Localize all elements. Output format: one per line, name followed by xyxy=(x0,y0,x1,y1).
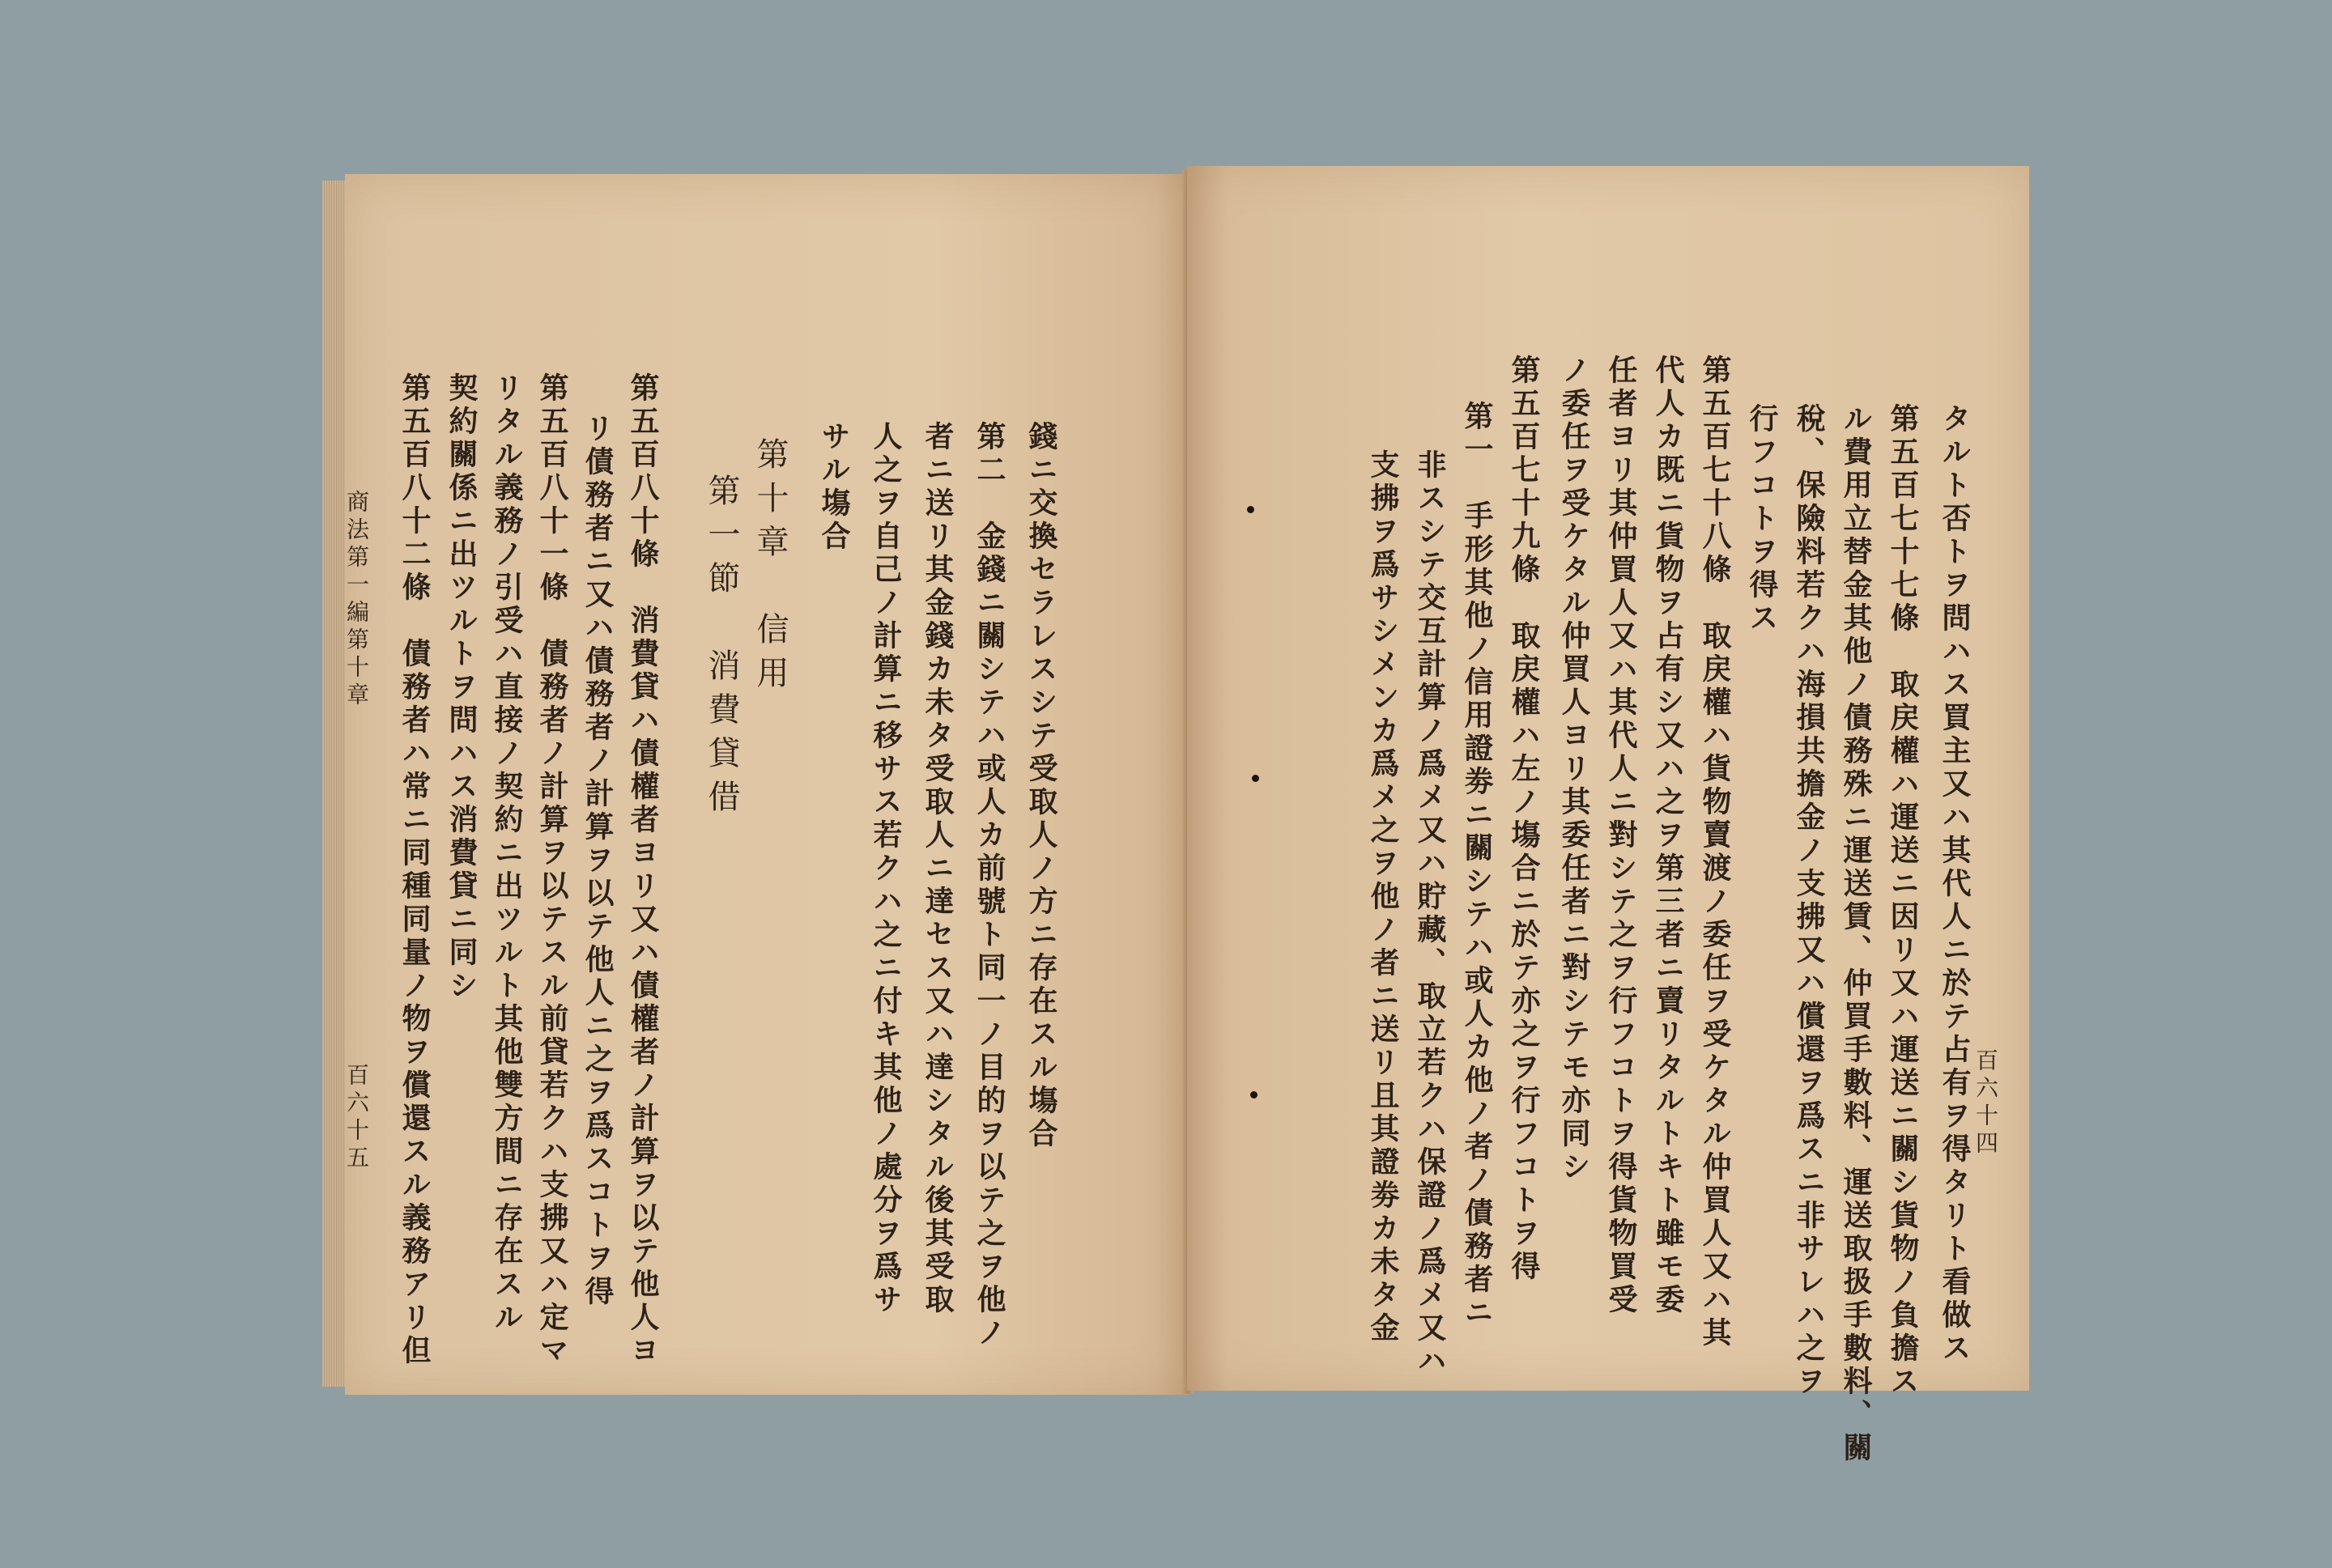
article-582-line-1: 第五百八十二條 債務者ハ常ニ同種同量ノ物ヲ償還スル義務アリ但 xyxy=(398,372,432,1368)
section-heading: 第一節 消費貸借 xyxy=(703,474,740,823)
article-581-line-3: 契約關係ニ出ツルトヲ問ハス消費貸ニ同シ xyxy=(445,372,479,1003)
left-text-column-4: 人之ヲ自己ノ計算ニ移サス若クハ之ニ付キ其他ノ處分ヲ爲サ xyxy=(869,421,903,1317)
article-580-line-1: 第五百八十條 消費貸ハ債權者ヨリ又ハ債權者ノ計算ヲ以テ他人ヨ xyxy=(626,372,660,1368)
binding-hole xyxy=(1247,506,1254,513)
right-text-column-12: 非スシテ交互計算ノ爲メ又ハ貯藏、取立若クハ保證ノ爲メ又ハ xyxy=(1413,449,1447,1379)
right-text-column-10: 第五百七十九條 取戻權ハ左ノ塲合ニ於テ亦之ヲ行フコトヲ得 xyxy=(1507,355,1541,1284)
right-text-column-2: 第五百七十七條 取戻權ハ運送ニ因リ又ハ運送ニ關シ貨物ノ負擔ス xyxy=(1886,403,1920,1399)
right-text-column-11: 第一 手形其他ノ信用證劵ニ關シテハ或人カ他ノ者ノ債務者ニ xyxy=(1460,401,1494,1330)
article-581-line-1: 第五百八十一條 債務者ノ計算ヲ以テスル前貸若クハ支拂又ハ定マ xyxy=(535,372,569,1368)
right-text-column-13: 支拂ヲ爲サシメンカ爲メ之ヲ他ノ者ニ送リ且其證劵カ未タ金 xyxy=(1366,449,1400,1345)
page-edges xyxy=(322,181,347,1387)
right-text-column-4: 稅、保險料若クハ海損共擔金ノ支拂又ハ償還ヲ爲スニ非サレハ之ヲ xyxy=(1792,403,1826,1399)
right-text-column-5: 行フコトヲ得ス xyxy=(1745,403,1779,635)
right-text-column-8: 任者ヨリ其仲買人又ハ其代人ニ對シテ之ヲ行フコトヲ得貨物買受 xyxy=(1604,355,1638,1317)
right-text-column-9: ノ委任ヲ受ケタル仲買人ヨリ其委任者ニ對シテモ亦同シ xyxy=(1557,355,1591,1184)
running-header: 商法第一編第十章 xyxy=(343,490,370,710)
binding-hole xyxy=(1252,775,1259,782)
left-text-column-1: 錢ニ交換セラレスシテ受取人ノ方ニ存在スル塲合 xyxy=(1024,421,1058,1151)
chapter-heading: 第十章 信用 xyxy=(751,437,789,699)
left-page xyxy=(345,174,1189,1395)
article-581-line-2: リタル義務ノ引受ハ直接ノ契約ニ出ツルト其他雙方間ニ存在スル xyxy=(490,372,524,1335)
right-text-column-7: 代人カ既ニ貨物ヲ占有シ又ハ之ヲ第三者ニ賣リタルトキト雖モ委 xyxy=(1651,355,1685,1317)
open-book xyxy=(322,166,2035,1465)
left-text-column-5: サル塲合 xyxy=(817,421,851,554)
binding-hole xyxy=(1250,1091,1257,1098)
right-text-column-1: タルト否トヲ問ハス買主又ハ其代人ニ於テ占有ヲ得タリト看做ス xyxy=(1938,403,1972,1366)
right-text-column-3: ル費用立替金其他ノ債務殊ニ運送賃、仲買手數料、運送取扱手數料、關 xyxy=(1839,403,1873,1465)
article-580-line-2: リ債務者ニ又ハ債務者ノ計算ヲ以テ他人ニ之ヲ爲スコトヲ得 xyxy=(581,413,615,1309)
left-text-column-3: 者ニ送リ其金錢カ未タ受取人ニ達セス又ハ達シタル後其受取 xyxy=(921,421,955,1317)
right-text-column-6: 第五百七十八條 取戻權ハ貨物賣渡ノ委任ヲ受ケタル仲買人又ハ其 xyxy=(1698,355,1732,1350)
right-page xyxy=(1187,166,2029,1465)
left-page-number: 百六十五 xyxy=(343,1063,370,1173)
right-page-number: 百六十四 xyxy=(1972,1048,1999,1158)
left-text-column-2: 第二 金錢ニ關シテハ或人カ前號ト同一ノ目的ヲ以テ之ヲ他ノ xyxy=(972,421,1006,1350)
